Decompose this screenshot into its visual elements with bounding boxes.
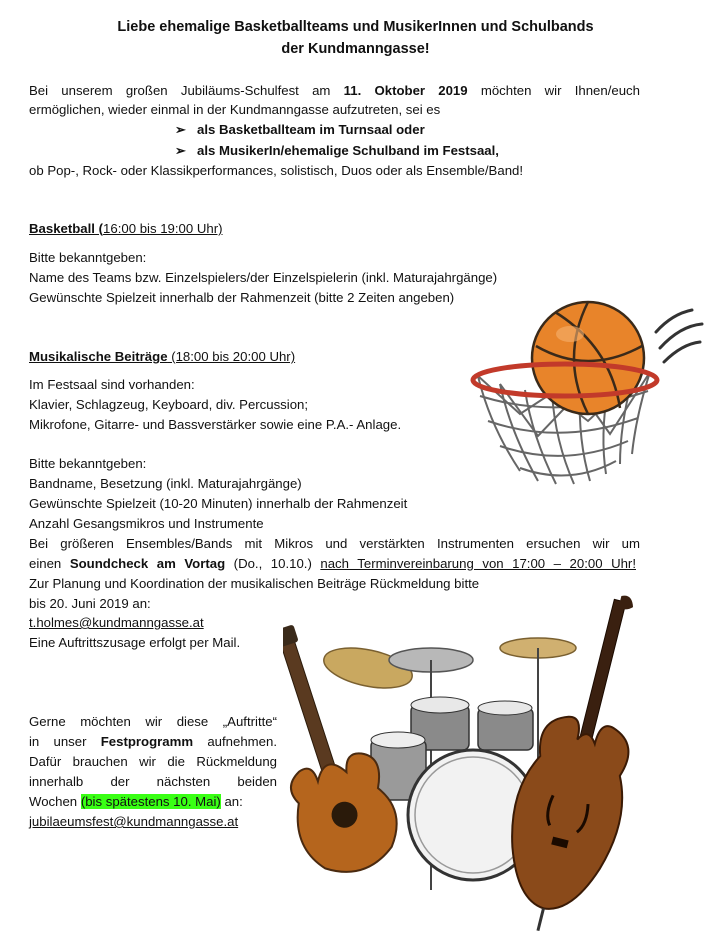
arrow-bullet-icon: ➢	[175, 122, 187, 137]
basketball-hoop-illustration	[460, 296, 710, 496]
bullet-basketball: ➢ als Basketballteam im Turnsaal oder	[175, 122, 425, 137]
bullet-music: ➢ als MusikerIn/ehemalige Schulband im Festsaal,	[175, 143, 499, 158]
closing-line-2: in unser Festprogramm aufnehmen.	[29, 734, 277, 749]
intro-line-2: ermöglichen, wieder einmal in der Kundmanngasse aufzutreten, sei es	[29, 102, 441, 117]
intro-line-3: ob Pop-, Rock- oder Klassikperformances, solistisch, Duos oder als Ensemble/Band!	[29, 163, 524, 178]
title-line-2: der Kundmanngasse!	[281, 41, 430, 57]
basketball-ask: Bitte bekanntgeben:	[29, 250, 147, 265]
music-available-intro: Im Festsaal sind vorhanden:	[29, 377, 195, 392]
music-available-2: Mikrofone, Gitarre- und Bassverstärker sowie eine P.A.- Anlage.	[29, 417, 402, 432]
music-item-3: Anzahl Gesangsmikros und Instrumente	[29, 516, 264, 531]
confirmation-note: Eine Auftrittszusage erfolgt per Mail.	[29, 635, 241, 650]
closing-line-1: Gerne möchten wir diese „Auftritte“	[29, 714, 277, 729]
closing-line-4: innerhalb der nächsten beiden	[29, 774, 277, 789]
closing-line-5: Wochen (bis spätestens 10. Mai) an:	[29, 794, 243, 809]
basketball-item-1: Name des Teams bzw. Einzelspielers/der Einzelspielerin (inkl. Maturajahrgänge)	[29, 270, 498, 285]
soundcheck-line-1: Bei größeren Ensembles/Bands mit Mikros und verstärkten Instrumenten ersuchen wir um	[29, 536, 640, 551]
music-item-2: Gewünschte Spielzeit (10-20 Minuten) innerhalb der Rahmenzeit	[29, 496, 408, 511]
basketball-heading: Basketball (16:00 bis 19:00 Uhr)	[29, 221, 223, 236]
music-heading: Musikalische Beiträge (18:00 bis 20:00 Uhr)	[29, 349, 296, 364]
instruments-illustration	[283, 590, 643, 940]
basketball-item-2: Gewünschte Spielzeit innerhalb der Rahmenzeit (bitte 2 Zeiten angeben)	[29, 290, 455, 305]
closing-line-3: Dafür brauchen wir die Rückmeldung	[29, 754, 277, 769]
title-line-1: Liebe ehemalige Basketballteams und MusikerInnen und Schulbands	[117, 19, 594, 35]
festival-email-link[interactable]: jubilaeumsfest@kundmanngasse.at	[29, 814, 239, 829]
music-item-1: Bandname, Besetzung (inkl. Maturajahrgänge)	[29, 476, 302, 491]
soundcheck-line-2: einen Soundcheck am Vortag (Do., 10.10.) nach Terminvereinbarung von 17:00 – 20:00 Uhr!	[29, 556, 636, 571]
intro-line-1: Bei unserem großen Jubiläums-Schulfest am 11. Oktober 2019 möchten wir Ihnen/euch	[29, 83, 640, 98]
music-email-link[interactable]: t.holmes@kundmanngasse.at	[29, 615, 204, 630]
event-date: 11. Oktober 2019	[343, 83, 468, 98]
music-available-1: Klavier, Schlagzeug, Keyboard, div. Percussion;	[29, 397, 309, 412]
music-ask: Bitte bekanntgeben:	[29, 456, 147, 471]
deadline-highlight: (bis spätestens 10. Mai)	[80, 794, 221, 809]
coordination-line-1: Zur Planung und Koordination der musikalischen Beiträge Rückmeldung bitte	[29, 576, 480, 591]
coordination-line-2: bis 20. Juni 2019 an:	[29, 596, 151, 611]
arrow-bullet-icon: ➢	[175, 143, 187, 158]
